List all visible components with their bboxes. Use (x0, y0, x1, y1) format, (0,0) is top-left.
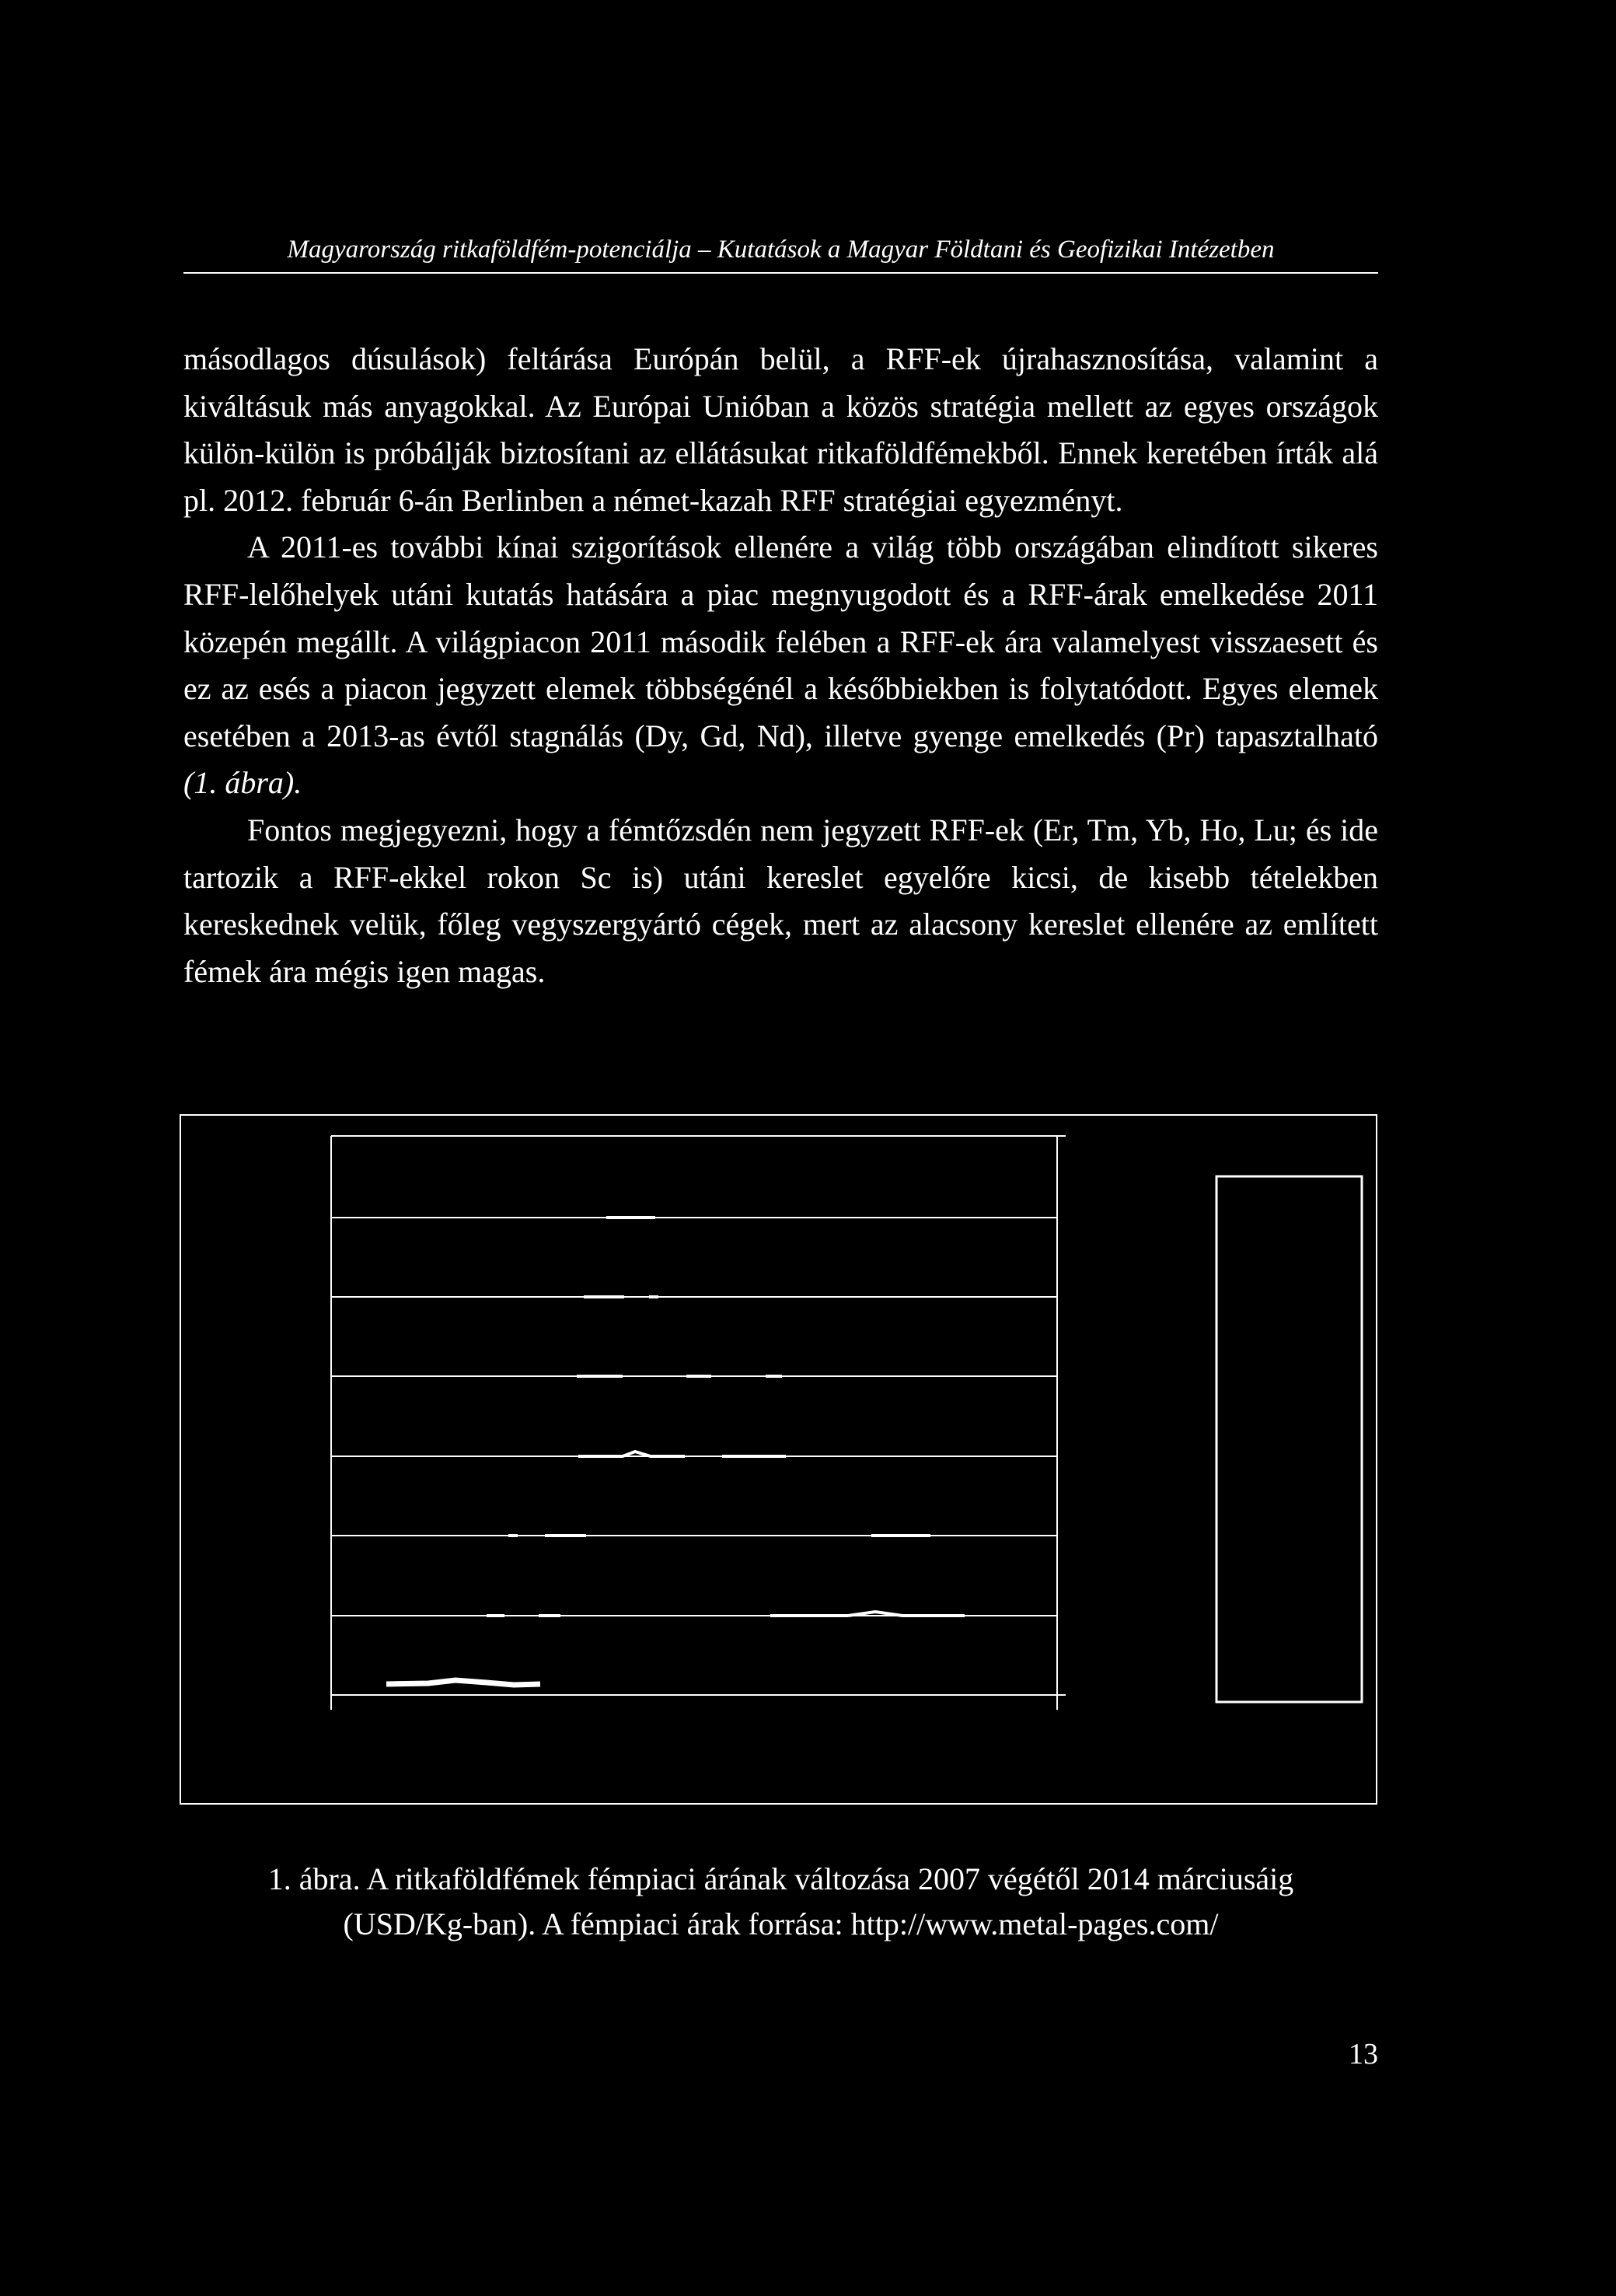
plot-area (331, 1136, 1066, 1710)
series-fragment (386, 1680, 540, 1685)
figure-reference[interactable]: (1. ábra). (183, 765, 302, 801)
paragraph-2-text: A 2011-es további kínai szigorítások ellenére a világ több országában elindított sikeres RFF-lelőhelyek utáni kutatás hatására a piac megnyugodott és a RFF-árak emelkedése 2011 közepén megállt. A világpiacon 2011 második felében a RFF-ek ára valamelyest visszaesett és ez az esés a piacon jegyzett elemek többségénél a későbbiekben is folytatódott. Egyes elemek esetében a 2013-as évtől stagnálás (Dy, Gd, Nd), illetve gyenge emelkedés (Pr) tapasztalható (183, 529, 1378, 753)
paragraph-2 (183, 524, 1378, 807)
figure-caption (183, 1857, 1378, 1947)
series-fragments (386, 1218, 965, 1685)
caption-line-1: 1. ábra. A ritkaföldfémek fémpiaci árának változása 2007 végétől 2014 márciusáig (267, 1861, 1294, 1896)
body-text (183, 336, 1378, 995)
paragraph-3: Fontos megjegyezni, hogy a fémtőzsdén nem jegyzett RFF-ek (Er, Tm, Yb, Ho, Lu; és ide tartozik a RFF-ekkel rokon Sc is) utáni kereslet egyelőre kicsi, de kisebb tételekben kereskednek velük, főleg vegyszergyártó cégek, mert az alacsony kereslet ellenére az említett fémek ára mégis igen magas. (183, 812, 1378, 989)
header-rule (183, 272, 1378, 274)
paragraph-1: másodlagos dúsulások) feltárása Európán belül, a RFF-ek újrahasznosítása, valamint a kiváltásuk más anyagokkal. Az Európai Unióban a közös stratégia mellett az egyes országok külön-külön is próbálják biztosítani az ellátásukat ritkaföldfémekből. Ennek keretében írták alá pl. 2012. február 6-án Berlinben a német-kazah RFF stratégiai egyezményt. (183, 341, 1378, 518)
page-number: 13 (1349, 2038, 1378, 2071)
price-chart (180, 1114, 1377, 1805)
legend-box (1216, 1176, 1362, 1702)
caption-line-2: (USD/Kg-ban). A fémpiaci árak forrása: http://www.metal-pages.com/ (343, 1906, 1219, 1941)
running-header: Magyarország ritkaföldfém-potenciálja – Kutatások a Magyar Földtani és Geofizikai Intézetben (287, 236, 1275, 264)
figure-1 (180, 1114, 1377, 1805)
